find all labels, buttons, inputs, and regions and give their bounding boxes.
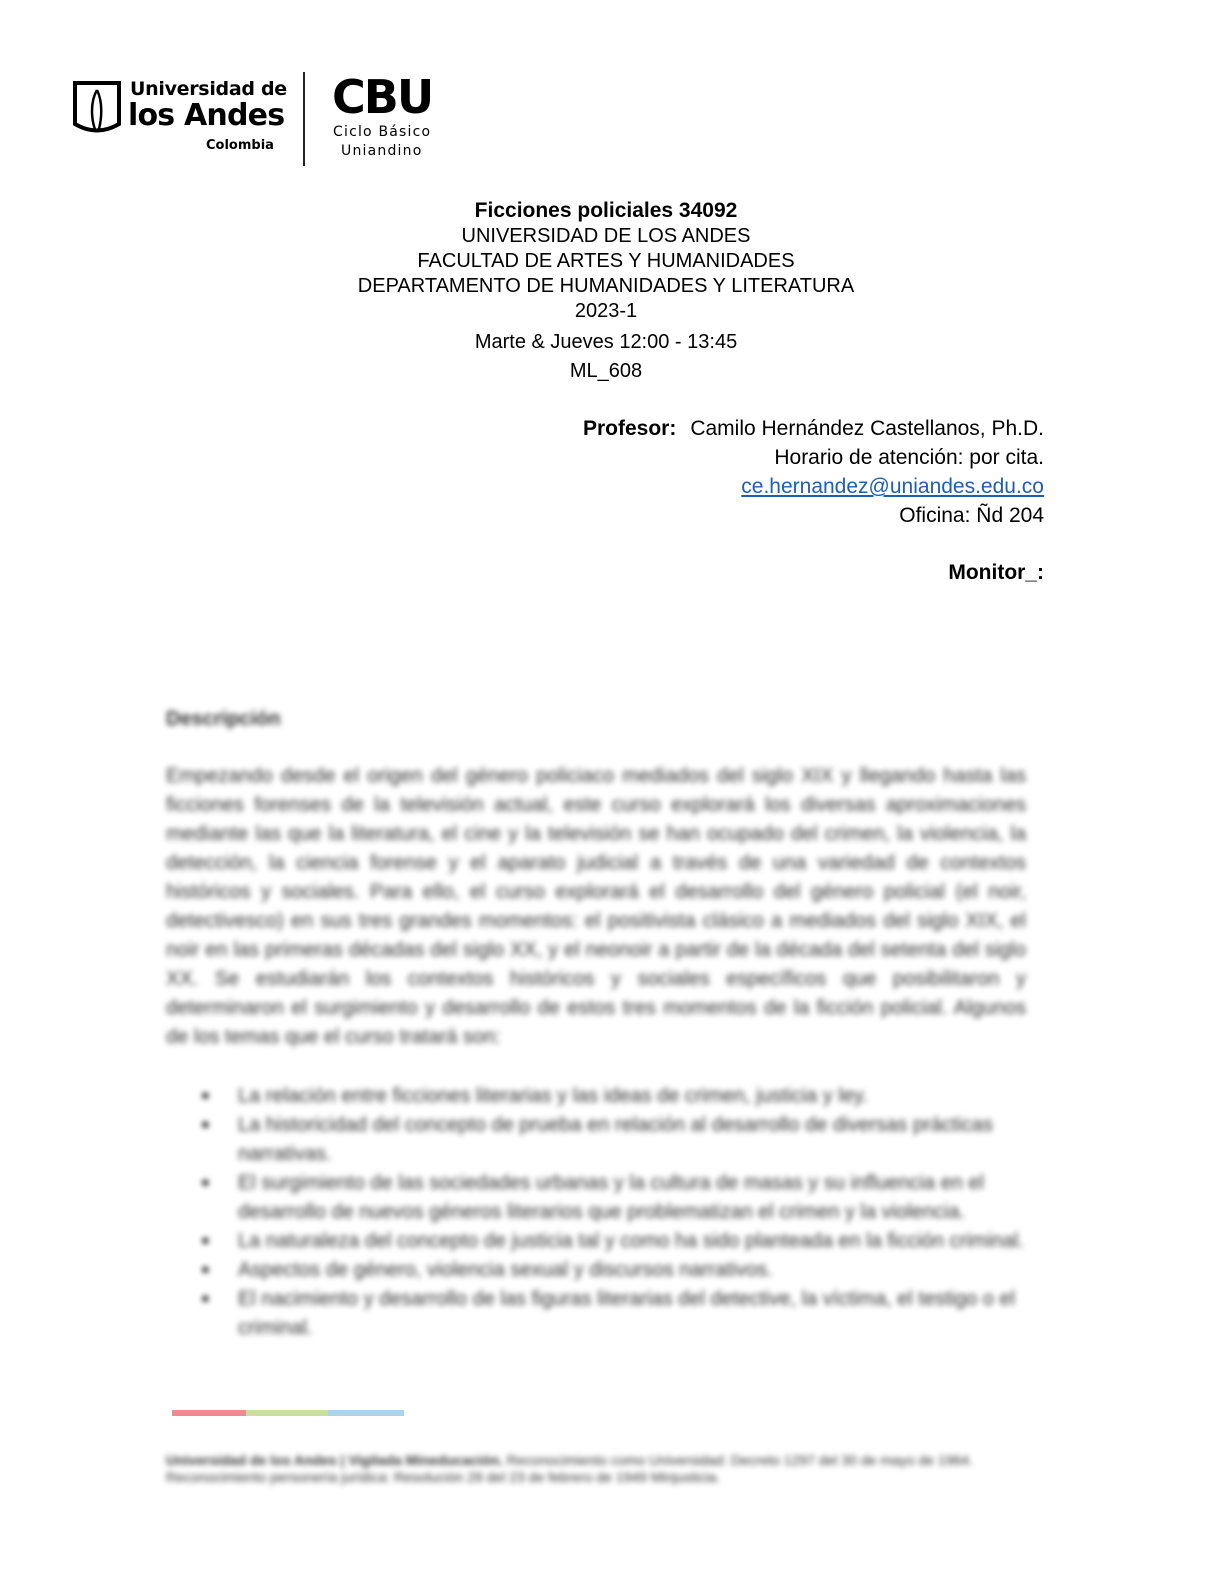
topics-list [200,1082,1050,1343]
list-item: ■ La relación entre ficciones literarias y las ideas de crimen, justicia y ley. [200,1082,1050,1111]
faculty-name: FACULTAD DE ARTES Y HUMANIDADES [417,250,795,272]
description-section [166,704,1026,1052]
university-name: UNIVERSIDAD DE LOS ANDES [461,225,751,247]
course-header [306,198,906,386]
footer-recognition: Reconocimiento como Universidad: Decreto 1297 del 30 de mayo de 1964. [506,1452,973,1468]
cbu-logo [330,70,450,170]
cbu-logo-line1: Ciclo Básico [333,124,432,140]
footer-color-bar-blue [328,1410,404,1416]
footer [166,1452,1046,1486]
classroom: ML_608 [569,360,643,382]
university-logo [72,76,287,166]
class-schedule: Marte & Jueves 12:00 - 13:45 [474,331,738,353]
cbu-logo-line2: Uniandino [341,143,423,159]
description-paragraph: Empezando desde el origen del género policiaco mediados del siglo XIX y llegando hasta las ficciones forenses de la televisión actual, este curso explorará los diversas aproximaciones mediante las que la literatura, el cine y la televisión se han ocupado del crimen, la violencia, la detección, la ciencia forense y el aparato judicial a través de una variedad de contextos históricos y sociales. Para ello, el curso explorará el desarrollo del género policial (el noir, detectivesco) en sus tres grandes momentos: el positivista clásico a mediados del siglo XIX, el noir en las primeras décadas del siglo XX, y el neonoir a partir de la década del setenta del siglo XX. Se estudiarán los contextos históricos y sociales específicos que posibilitaron y determinaron el surgimiento y desarrollo de estos tres momentos de la ficción policial. Algunos de los temas que el curso tratará son: [166,765,1026,1048]
professor-email-link[interactable]: ce.hernandez@uniandes.edu.co [741,475,1044,498]
footer-color-bar-green [246,1410,328,1416]
footer-color-bar-red [172,1410,246,1416]
professor-info [583,414,1044,587]
uandes-shield-icon [72,80,122,140]
uandes-logo-line3: Colombia [206,138,274,153]
office-location: Oficina: Ñd 204 [899,504,1044,527]
list-item: ■ La historicidad del concepto de prueba en relación al desarrollo de diversas prácticas narrativas. [200,1111,1050,1169]
footer-institution: Universidad de los Andes | Vigilada Mineducación. [166,1452,503,1468]
office-hours: Horario de atención: por cita. [774,446,1044,469]
department-name: DEPARTAMENTO DE HUMANIDADES Y LITERATURA [357,275,855,297]
description-title: Descripción [166,708,281,730]
list-item: ■ La naturaleza del concepto de justicia tal y como ha sido planteada en la ficción criminal. [200,1227,1050,1256]
course-title: Ficciones policiales 34092 [474,199,738,222]
footer-legal: Reconocimiento personería jurídica: Resolución 28 del 23 de febrero de 1949 Minjusticia. [166,1469,721,1485]
cbu-logo-mark: CBU [332,70,433,124]
list-item: ■ El nacimiento y desarrollo de las figuras literarias del detective, la víctima, el testigo o el criminal. [200,1285,1050,1343]
uandes-logo-line2: los Andes [128,98,285,133]
professor-label: Profesor: [582,417,677,440]
professor-name: Camilo Hernández Castellanos, Ph.D. [690,417,1044,440]
term: 2023-1 [574,300,638,322]
uandes-logo-line1: Universidad de [130,78,287,100]
list-item: ■ Aspectos de género, violencia sexual y discursos narrativos. [200,1256,1050,1285]
monitor-label: Monitor_: [948,561,1044,584]
logo-divider [303,72,305,166]
list-item: ■ El surgimiento de las sociedades urbanas y la cultura de masas y su influencia en el desarrollo de nuevos géneros literarios que problematizan el crimen y la violencia. [200,1169,1050,1227]
